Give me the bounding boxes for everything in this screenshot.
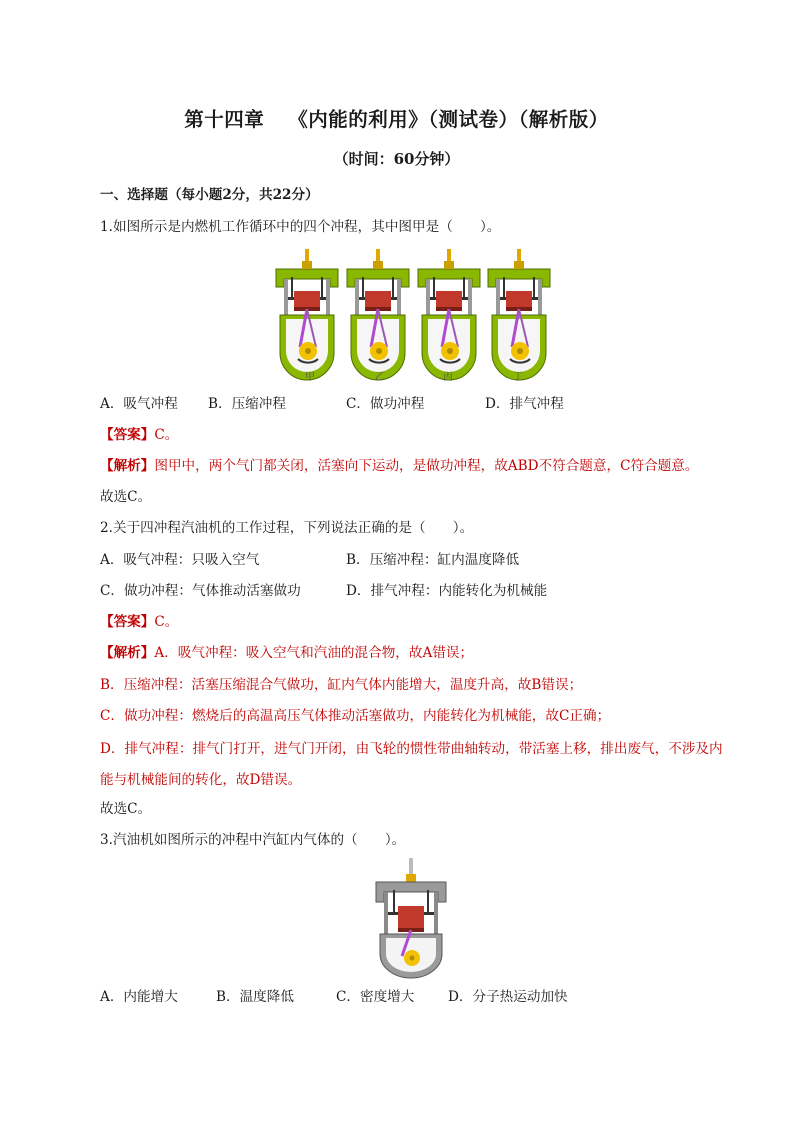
section-heading: 一、选择题（每小题2分，共22分） (100, 187, 319, 203)
q3-option-d: D．分子热运动加快 (448, 989, 568, 1005)
title-main: 《内能的利用》（测试卷）（解析版） (288, 108, 609, 131)
q2-analysis-d: D．排气冲程：排气门打开，进气门开闭，由飞轮的惯性带曲轴转动，带活塞上移，排出废气，不涉及内能与机械能间的转化，故D错误。 (100, 741, 723, 788)
q1-label-ding: 丁 (513, 372, 523, 383)
q2-analysis-line-1 (100, 644, 473, 662)
q1-analysis (100, 457, 698, 475)
q1-label-bing: 丙 (443, 372, 453, 383)
q2-conclusion: 故选C。 (100, 801, 152, 817)
q2-option-d: D．排气冲程：内能转化为机械能 (346, 583, 548, 599)
q1-answer-tag: 【答案】 (100, 427, 155, 443)
q2-analysis-b: B．压缩冲程：活塞压缩混合气做功，缸内气体内能增大，温度升高，故B错误； (100, 677, 583, 693)
title-chapter: 第十四章 (184, 108, 265, 131)
q2-answer (100, 613, 178, 631)
q1-analysis-text: 图甲中，两个气门都关闭，活塞向下运动，是做功冲程，故ABD不符合题意，C符合题意。 (154, 458, 699, 474)
page-subtitle: （时间：60分钟） (333, 150, 460, 168)
q2-answer-tag: 【答案】 (100, 614, 155, 630)
q2-option-b: B．压缩冲程：缸内温度降低 (346, 552, 520, 568)
q2-analysis-c: C．做功冲程：燃烧后的高温高压气体推动活塞做功，内能转化为机械能，故C正确； (100, 708, 611, 724)
q1-stem: 1.如图所示是内燃机工作循环中的四个冲程，其中图甲是（ ）。 (100, 219, 501, 235)
q1-label-jia: 甲 (305, 372, 315, 383)
q2-stem: 2.关于四冲程汽油机的工作过程，下列说法正确的是（ ）。 (100, 520, 474, 536)
q1-answer-value: C。 (154, 427, 179, 443)
q2-analysis-a: A．吸气冲程：吸入空气和汽油的混合物，故A错误； (154, 645, 474, 661)
q2-option-a: A．吸气冲程：只吸入空气 (100, 552, 260, 568)
q3-stem: 3.汽油机如图所示的冲程中汽缸内气体的（ ）。 (100, 832, 406, 848)
q1-label-yi: 乙 (375, 372, 385, 383)
q3-option-c: C．密度增大 (336, 989, 415, 1005)
q1-option-a: A．吸气冲程 (100, 396, 178, 412)
q2-analysis-tag: 【解析】 (100, 645, 155, 661)
q2-option-c: C．做功冲程：气体推动活塞做功 (100, 583, 301, 599)
q3-option-a: A．内能增大 (100, 989, 178, 1005)
q3-engine-figure (372, 856, 452, 980)
q1-option-b: B．压缩冲程 (208, 396, 286, 412)
q1-answer (100, 426, 178, 444)
q2-answer-value: C。 (154, 614, 179, 630)
q1-conclusion: 故选C。 (100, 489, 152, 505)
q1-engine-figure (270, 247, 560, 383)
q3-option-b: B．温度降低 (216, 989, 294, 1005)
q1-option-c: C．做功冲程 (346, 396, 425, 412)
q1-analysis-tag: 【解析】 (100, 458, 155, 474)
q1-option-d: D．排气冲程 (485, 396, 564, 412)
page-title (0, 104, 793, 132)
